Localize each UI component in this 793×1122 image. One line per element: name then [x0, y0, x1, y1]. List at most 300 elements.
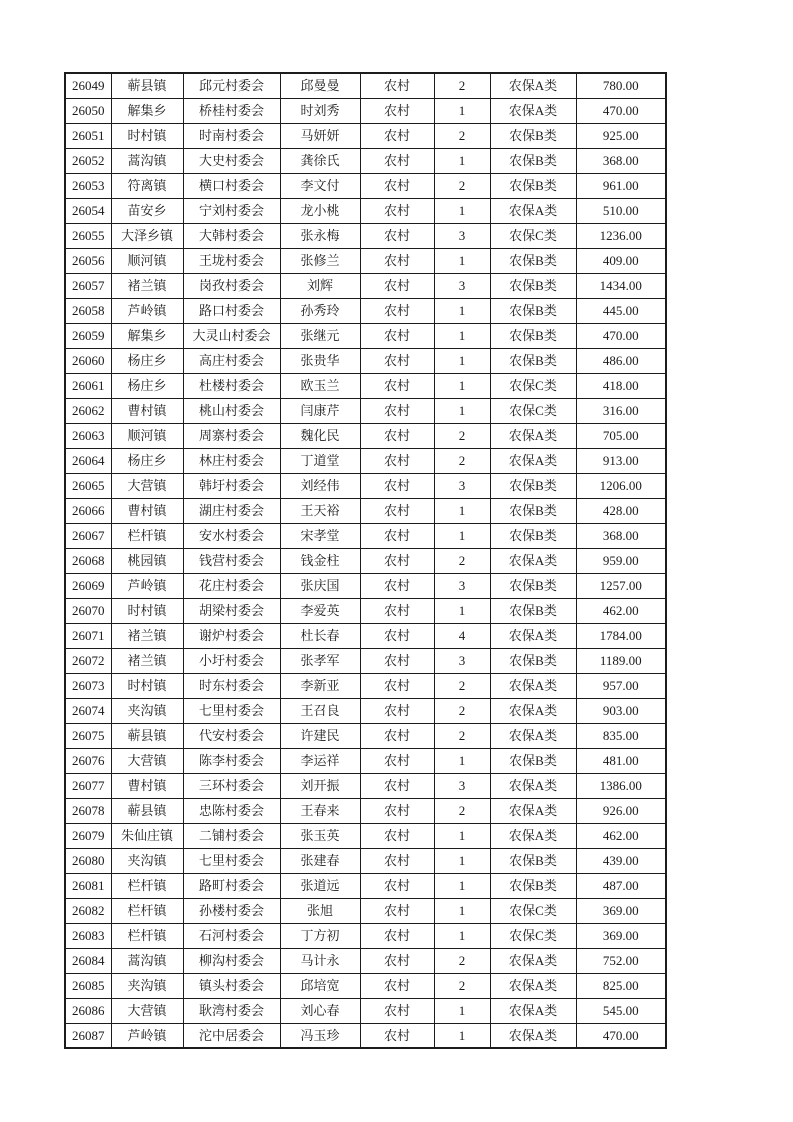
cell-name: 马计永: [280, 948, 360, 973]
cell-category: 农保A类: [490, 723, 576, 748]
cell-town: 蕲县镇: [111, 798, 183, 823]
cell-count: 1: [434, 1023, 490, 1048]
cell-town: 褚兰镇: [111, 273, 183, 298]
cell-village: 孙楼村委会: [183, 898, 280, 923]
cell-category: 农保B类: [490, 748, 576, 773]
cell-count: 2: [434, 548, 490, 573]
cell-count: 3: [434, 223, 490, 248]
cell-village: 忠陈村委会: [183, 798, 280, 823]
cell-id: 26069: [65, 573, 111, 598]
cell-amount: 486.00: [576, 348, 666, 373]
cell-name: 张建春: [280, 848, 360, 873]
cell-amount: 418.00: [576, 373, 666, 398]
cell-town: 栏杆镇: [111, 873, 183, 898]
cell-village: 花庄村委会: [183, 573, 280, 598]
cell-town: 朱仙庄镇: [111, 823, 183, 848]
cell-town: 夹沟镇: [111, 973, 183, 998]
cell-count: 1: [434, 323, 490, 348]
cell-category: 农保A类: [490, 998, 576, 1023]
cell-name: 许建民: [280, 723, 360, 748]
cell-residence: 农村: [360, 473, 434, 498]
cell-name: 欧玉兰: [280, 373, 360, 398]
cell-name: 邱培宽: [280, 973, 360, 998]
cell-count: 1: [434, 923, 490, 948]
cell-category: 农保B类: [490, 148, 576, 173]
cell-residence: 农村: [360, 748, 434, 773]
cell-town: 芦岭镇: [111, 573, 183, 598]
cell-village: 小圩村委会: [183, 648, 280, 673]
cell-village: 谢炉村委会: [183, 623, 280, 648]
cell-village: 陈李村委会: [183, 748, 280, 773]
cell-village: 王垅村委会: [183, 248, 280, 273]
cell-name: 张贵华: [280, 348, 360, 373]
cell-town: 芦岭镇: [111, 298, 183, 323]
table-row: [65, 298, 666, 323]
cell-id: 26065: [65, 473, 111, 498]
cell-count: 3: [434, 773, 490, 798]
cell-name: 孙秀玲: [280, 298, 360, 323]
cell-count: 1: [434, 873, 490, 898]
cell-name: 时刘秀: [280, 98, 360, 123]
cell-village: 七里村委会: [183, 698, 280, 723]
cell-count: 2: [434, 798, 490, 823]
cell-amount: 959.00: [576, 548, 666, 573]
cell-residence: 农村: [360, 798, 434, 823]
cell-town: 时村镇: [111, 598, 183, 623]
cell-name: 张旭: [280, 898, 360, 923]
cell-town: 杨庄乡: [111, 348, 183, 373]
table-row: [65, 723, 666, 748]
cell-name: 张孝军: [280, 648, 360, 673]
cell-count: 1: [434, 248, 490, 273]
cell-id: 26060: [65, 348, 111, 373]
cell-amount: 369.00: [576, 898, 666, 923]
cell-category: 农保B类: [490, 123, 576, 148]
cell-id: 26074: [65, 698, 111, 723]
cell-category: 农保B类: [490, 323, 576, 348]
table-row: [65, 498, 666, 523]
table-row: [65, 173, 666, 198]
cell-amount: 825.00: [576, 973, 666, 998]
cell-amount: 470.00: [576, 1023, 666, 1048]
cell-id: 26081: [65, 873, 111, 898]
cell-residence: 农村: [360, 398, 434, 423]
cell-id: 26049: [65, 73, 111, 98]
cell-name: 刘开振: [280, 773, 360, 798]
cell-town: 褚兰镇: [111, 648, 183, 673]
cell-name: 王天裕: [280, 498, 360, 523]
cell-name: 李新亚: [280, 673, 360, 698]
cell-residence: 农村: [360, 198, 434, 223]
table-row: [65, 673, 666, 698]
cell-town: 大营镇: [111, 748, 183, 773]
cell-residence: 农村: [360, 648, 434, 673]
cell-residence: 农村: [360, 423, 434, 448]
cell-category: 农保B类: [490, 298, 576, 323]
cell-name: 马妍妍: [280, 123, 360, 148]
cell-category: 农保A类: [490, 973, 576, 998]
cell-village: 时南村委会: [183, 123, 280, 148]
cell-category: 农保B类: [490, 248, 576, 273]
cell-amount: 428.00: [576, 498, 666, 523]
cell-name: 张道远: [280, 873, 360, 898]
cell-id: 26072: [65, 648, 111, 673]
cell-id: 26052: [65, 148, 111, 173]
cell-town: 桃园镇: [111, 548, 183, 573]
cell-id: 26051: [65, 123, 111, 148]
table-row: [65, 973, 666, 998]
cell-category: 农保A类: [490, 948, 576, 973]
table-row: [65, 73, 666, 98]
cell-amount: 1257.00: [576, 573, 666, 598]
cell-category: 农保A类: [490, 423, 576, 448]
table-row: [65, 998, 666, 1023]
cell-village: 三环村委会: [183, 773, 280, 798]
cell-name: 杜长春: [280, 623, 360, 648]
cell-category: 农保A类: [490, 623, 576, 648]
cell-count: 1: [434, 598, 490, 623]
cell-residence: 农村: [360, 898, 434, 923]
cell-name: 李文付: [280, 173, 360, 198]
cell-residence: 农村: [360, 998, 434, 1023]
cell-id: 26059: [65, 323, 111, 348]
table-row: [65, 698, 666, 723]
table-row: [65, 98, 666, 123]
cell-village: 石河村委会: [183, 923, 280, 948]
cell-village: 桃山村委会: [183, 398, 280, 423]
cell-town: 栏杆镇: [111, 898, 183, 923]
cell-category: 农保C类: [490, 923, 576, 948]
cell-town: 蕲县镇: [111, 73, 183, 98]
cell-category: 农保C类: [490, 398, 576, 423]
cell-amount: 1386.00: [576, 773, 666, 798]
cell-amount: 487.00: [576, 873, 666, 898]
table-row: [65, 473, 666, 498]
cell-amount: 925.00: [576, 123, 666, 148]
table-row: [65, 323, 666, 348]
cell-residence: 农村: [360, 173, 434, 198]
cell-village: 邱元村委会: [183, 73, 280, 98]
cell-town: 杨庄乡: [111, 373, 183, 398]
cell-residence: 农村: [360, 373, 434, 398]
cell-name: 刘心春: [280, 998, 360, 1023]
cell-village: 大韩村委会: [183, 223, 280, 248]
cell-name: 张庆国: [280, 573, 360, 598]
cell-category: 农保A类: [490, 198, 576, 223]
cell-amount: 903.00: [576, 698, 666, 723]
cell-town: 符离镇: [111, 173, 183, 198]
cell-count: 1: [434, 298, 490, 323]
cell-amount: 462.00: [576, 598, 666, 623]
table-row: [65, 373, 666, 398]
cell-id: 26055: [65, 223, 111, 248]
cell-id: 26056: [65, 248, 111, 273]
cell-name: 张修兰: [280, 248, 360, 273]
cell-id: 26053: [65, 173, 111, 198]
table-row: [65, 448, 666, 473]
cell-amount: 439.00: [576, 848, 666, 873]
cell-residence: 农村: [360, 1023, 434, 1048]
cell-amount: 780.00: [576, 73, 666, 98]
cell-count: 2: [434, 173, 490, 198]
cell-name: 闫康芹: [280, 398, 360, 423]
cell-category: 农保C类: [490, 898, 576, 923]
cell-count: 2: [434, 123, 490, 148]
cell-residence: 农村: [360, 523, 434, 548]
cell-residence: 农村: [360, 348, 434, 373]
cell-id: 26083: [65, 923, 111, 948]
cell-village: 岗孜村委会: [183, 273, 280, 298]
cell-town: 蕲县镇: [111, 723, 183, 748]
cell-name: 刘经伟: [280, 473, 360, 498]
cell-town: 蒿沟镇: [111, 148, 183, 173]
cell-amount: 470.00: [576, 323, 666, 348]
cell-count: 2: [434, 448, 490, 473]
cell-id: 26087: [65, 1023, 111, 1048]
cell-village: 耿湾村委会: [183, 998, 280, 1023]
cell-village: 二铺村委会: [183, 823, 280, 848]
cell-id: 26050: [65, 98, 111, 123]
cell-count: 1: [434, 823, 490, 848]
cell-count: 1: [434, 748, 490, 773]
cell-count: 1: [434, 348, 490, 373]
cell-town: 时村镇: [111, 123, 183, 148]
cell-count: 2: [434, 673, 490, 698]
cell-amount: 1189.00: [576, 648, 666, 673]
table-row: [65, 598, 666, 623]
table-row: [65, 548, 666, 573]
cell-category: 农保B类: [490, 573, 576, 598]
cell-amount: 316.00: [576, 398, 666, 423]
cell-residence: 农村: [360, 98, 434, 123]
cell-residence: 农村: [360, 448, 434, 473]
cell-town: 夹沟镇: [111, 848, 183, 873]
cell-residence: 农村: [360, 323, 434, 348]
cell-id: 26078: [65, 798, 111, 823]
cell-category: 农保B类: [490, 598, 576, 623]
cell-residence: 农村: [360, 123, 434, 148]
cell-category: 农保A类: [490, 773, 576, 798]
cell-id: 26063: [65, 423, 111, 448]
cell-count: 2: [434, 423, 490, 448]
cell-village: 宁刘村委会: [183, 198, 280, 223]
cell-town: 顺河镇: [111, 423, 183, 448]
table-row: [65, 823, 666, 848]
cell-residence: 农村: [360, 673, 434, 698]
records-table: [64, 72, 667, 1049]
cell-amount: 1784.00: [576, 623, 666, 648]
table-row: [65, 873, 666, 898]
cell-category: 农保B类: [490, 348, 576, 373]
cell-count: 1: [434, 373, 490, 398]
cell-id: 26082: [65, 898, 111, 923]
cell-category: 农保B类: [490, 498, 576, 523]
cell-name: 丁方初: [280, 923, 360, 948]
cell-id: 26071: [65, 623, 111, 648]
cell-id: 26086: [65, 998, 111, 1023]
table-row: [65, 648, 666, 673]
cell-town: 顺河镇: [111, 248, 183, 273]
cell-residence: 农村: [360, 723, 434, 748]
cell-amount: 752.00: [576, 948, 666, 973]
table-row: [65, 148, 666, 173]
cell-village: 林庄村委会: [183, 448, 280, 473]
cell-village: 湖庄村委会: [183, 498, 280, 523]
cell-town: 大营镇: [111, 998, 183, 1023]
cell-name: 魏化民: [280, 423, 360, 448]
cell-residence: 农村: [360, 248, 434, 273]
cell-id: 26066: [65, 498, 111, 523]
cell-category: 农保B类: [490, 273, 576, 298]
cell-town: 曹村镇: [111, 773, 183, 798]
cell-village: 路口村委会: [183, 298, 280, 323]
cell-town: 夹沟镇: [111, 698, 183, 723]
cell-id: 26084: [65, 948, 111, 973]
cell-town: 解集乡: [111, 98, 183, 123]
cell-category: 农保B类: [490, 473, 576, 498]
cell-category: 农保C类: [490, 373, 576, 398]
cell-category: 农保C类: [490, 223, 576, 248]
cell-name: 钱金柱: [280, 548, 360, 573]
cell-residence: 农村: [360, 148, 434, 173]
cell-amount: 705.00: [576, 423, 666, 448]
cell-id: 26077: [65, 773, 111, 798]
cell-town: 蒿沟镇: [111, 948, 183, 973]
cell-amount: 1434.00: [576, 273, 666, 298]
cell-amount: 957.00: [576, 673, 666, 698]
cell-count: 2: [434, 973, 490, 998]
cell-name: 李运祥: [280, 748, 360, 773]
cell-amount: 510.00: [576, 198, 666, 223]
cell-town: 大泽乡镇: [111, 223, 183, 248]
cell-id: 26057: [65, 273, 111, 298]
cell-count: 2: [434, 698, 490, 723]
table-row: [65, 273, 666, 298]
records-tbody: [65, 73, 666, 1048]
cell-town: 苗安乡: [111, 198, 183, 223]
cell-name: 张继元: [280, 323, 360, 348]
cell-village: 七里村委会: [183, 848, 280, 873]
cell-name: 龙小桃: [280, 198, 360, 223]
table-row: [65, 748, 666, 773]
cell-town: 芦岭镇: [111, 1023, 183, 1048]
cell-residence: 农村: [360, 498, 434, 523]
cell-residence: 农村: [360, 223, 434, 248]
cell-name: 王召良: [280, 698, 360, 723]
cell-village: 镇头村委会: [183, 973, 280, 998]
table-row: [65, 223, 666, 248]
cell-residence: 农村: [360, 873, 434, 898]
cell-category: 农保A类: [490, 73, 576, 98]
table-row: [65, 523, 666, 548]
cell-residence: 农村: [360, 573, 434, 598]
cell-village: 横口村委会: [183, 173, 280, 198]
cell-name: 王春来: [280, 798, 360, 823]
cell-category: 农保B类: [490, 848, 576, 873]
cell-category: 农保A类: [490, 98, 576, 123]
cell-count: 1: [434, 98, 490, 123]
cell-category: 农保B类: [490, 173, 576, 198]
cell-id: 26080: [65, 848, 111, 873]
cell-amount: 368.00: [576, 148, 666, 173]
cell-amount: 462.00: [576, 823, 666, 848]
cell-category: 农保A类: [490, 1023, 576, 1048]
table-row: [65, 848, 666, 873]
cell-town: 大营镇: [111, 473, 183, 498]
cell-town: 栏杆镇: [111, 923, 183, 948]
table-row: [65, 623, 666, 648]
cell-count: 2: [434, 723, 490, 748]
cell-amount: 545.00: [576, 998, 666, 1023]
cell-village: 周寨村委会: [183, 423, 280, 448]
cell-category: 农保A类: [490, 798, 576, 823]
cell-count: 1: [434, 198, 490, 223]
cell-village: 杜楼村委会: [183, 373, 280, 398]
cell-residence: 农村: [360, 848, 434, 873]
cell-village: 安水村委会: [183, 523, 280, 548]
table-row: [65, 898, 666, 923]
cell-village: 大史村委会: [183, 148, 280, 173]
cell-category: 农保B类: [490, 873, 576, 898]
cell-residence: 农村: [360, 598, 434, 623]
cell-id: 26073: [65, 673, 111, 698]
table-row: [65, 573, 666, 598]
cell-count: 1: [434, 998, 490, 1023]
cell-category: 农保A类: [490, 823, 576, 848]
cell-category: 农保A类: [490, 698, 576, 723]
cell-village: 韩圩村委会: [183, 473, 280, 498]
cell-village: 桥桂村委会: [183, 98, 280, 123]
cell-id: 26058: [65, 298, 111, 323]
cell-village: 路町村委会: [183, 873, 280, 898]
table-row: [65, 248, 666, 273]
cell-id: 26068: [65, 548, 111, 573]
cell-amount: 409.00: [576, 248, 666, 273]
table-row: [65, 798, 666, 823]
cell-name: 冯玉珍: [280, 1023, 360, 1048]
cell-residence: 农村: [360, 948, 434, 973]
cell-town: 褚兰镇: [111, 623, 183, 648]
cell-residence: 农村: [360, 773, 434, 798]
cell-residence: 农村: [360, 298, 434, 323]
cell-id: 26067: [65, 523, 111, 548]
cell-residence: 农村: [360, 548, 434, 573]
cell-count: 1: [434, 898, 490, 923]
cell-count: 1: [434, 523, 490, 548]
cell-count: 3: [434, 473, 490, 498]
table-row: [65, 198, 666, 223]
cell-village: 沱中居委会: [183, 1023, 280, 1048]
cell-count: 2: [434, 73, 490, 98]
cell-id: 26064: [65, 448, 111, 473]
cell-name: 龚徐氏: [280, 148, 360, 173]
table-row: [65, 773, 666, 798]
cell-category: 农保A类: [490, 673, 576, 698]
cell-village: 时东村委会: [183, 673, 280, 698]
cell-category: 农保B类: [490, 523, 576, 548]
cell-village: 代安村委会: [183, 723, 280, 748]
cell-town: 杨庄乡: [111, 448, 183, 473]
cell-village: 柳沟村委会: [183, 948, 280, 973]
cell-count: 3: [434, 273, 490, 298]
cell-amount: 368.00: [576, 523, 666, 548]
cell-name: 邱曼曼: [280, 73, 360, 98]
cell-category: 农保A类: [490, 448, 576, 473]
cell-village: 钱营村委会: [183, 548, 280, 573]
cell-name: 宋孝堂: [280, 523, 360, 548]
cell-count: 4: [434, 623, 490, 648]
cell-count: 2: [434, 948, 490, 973]
